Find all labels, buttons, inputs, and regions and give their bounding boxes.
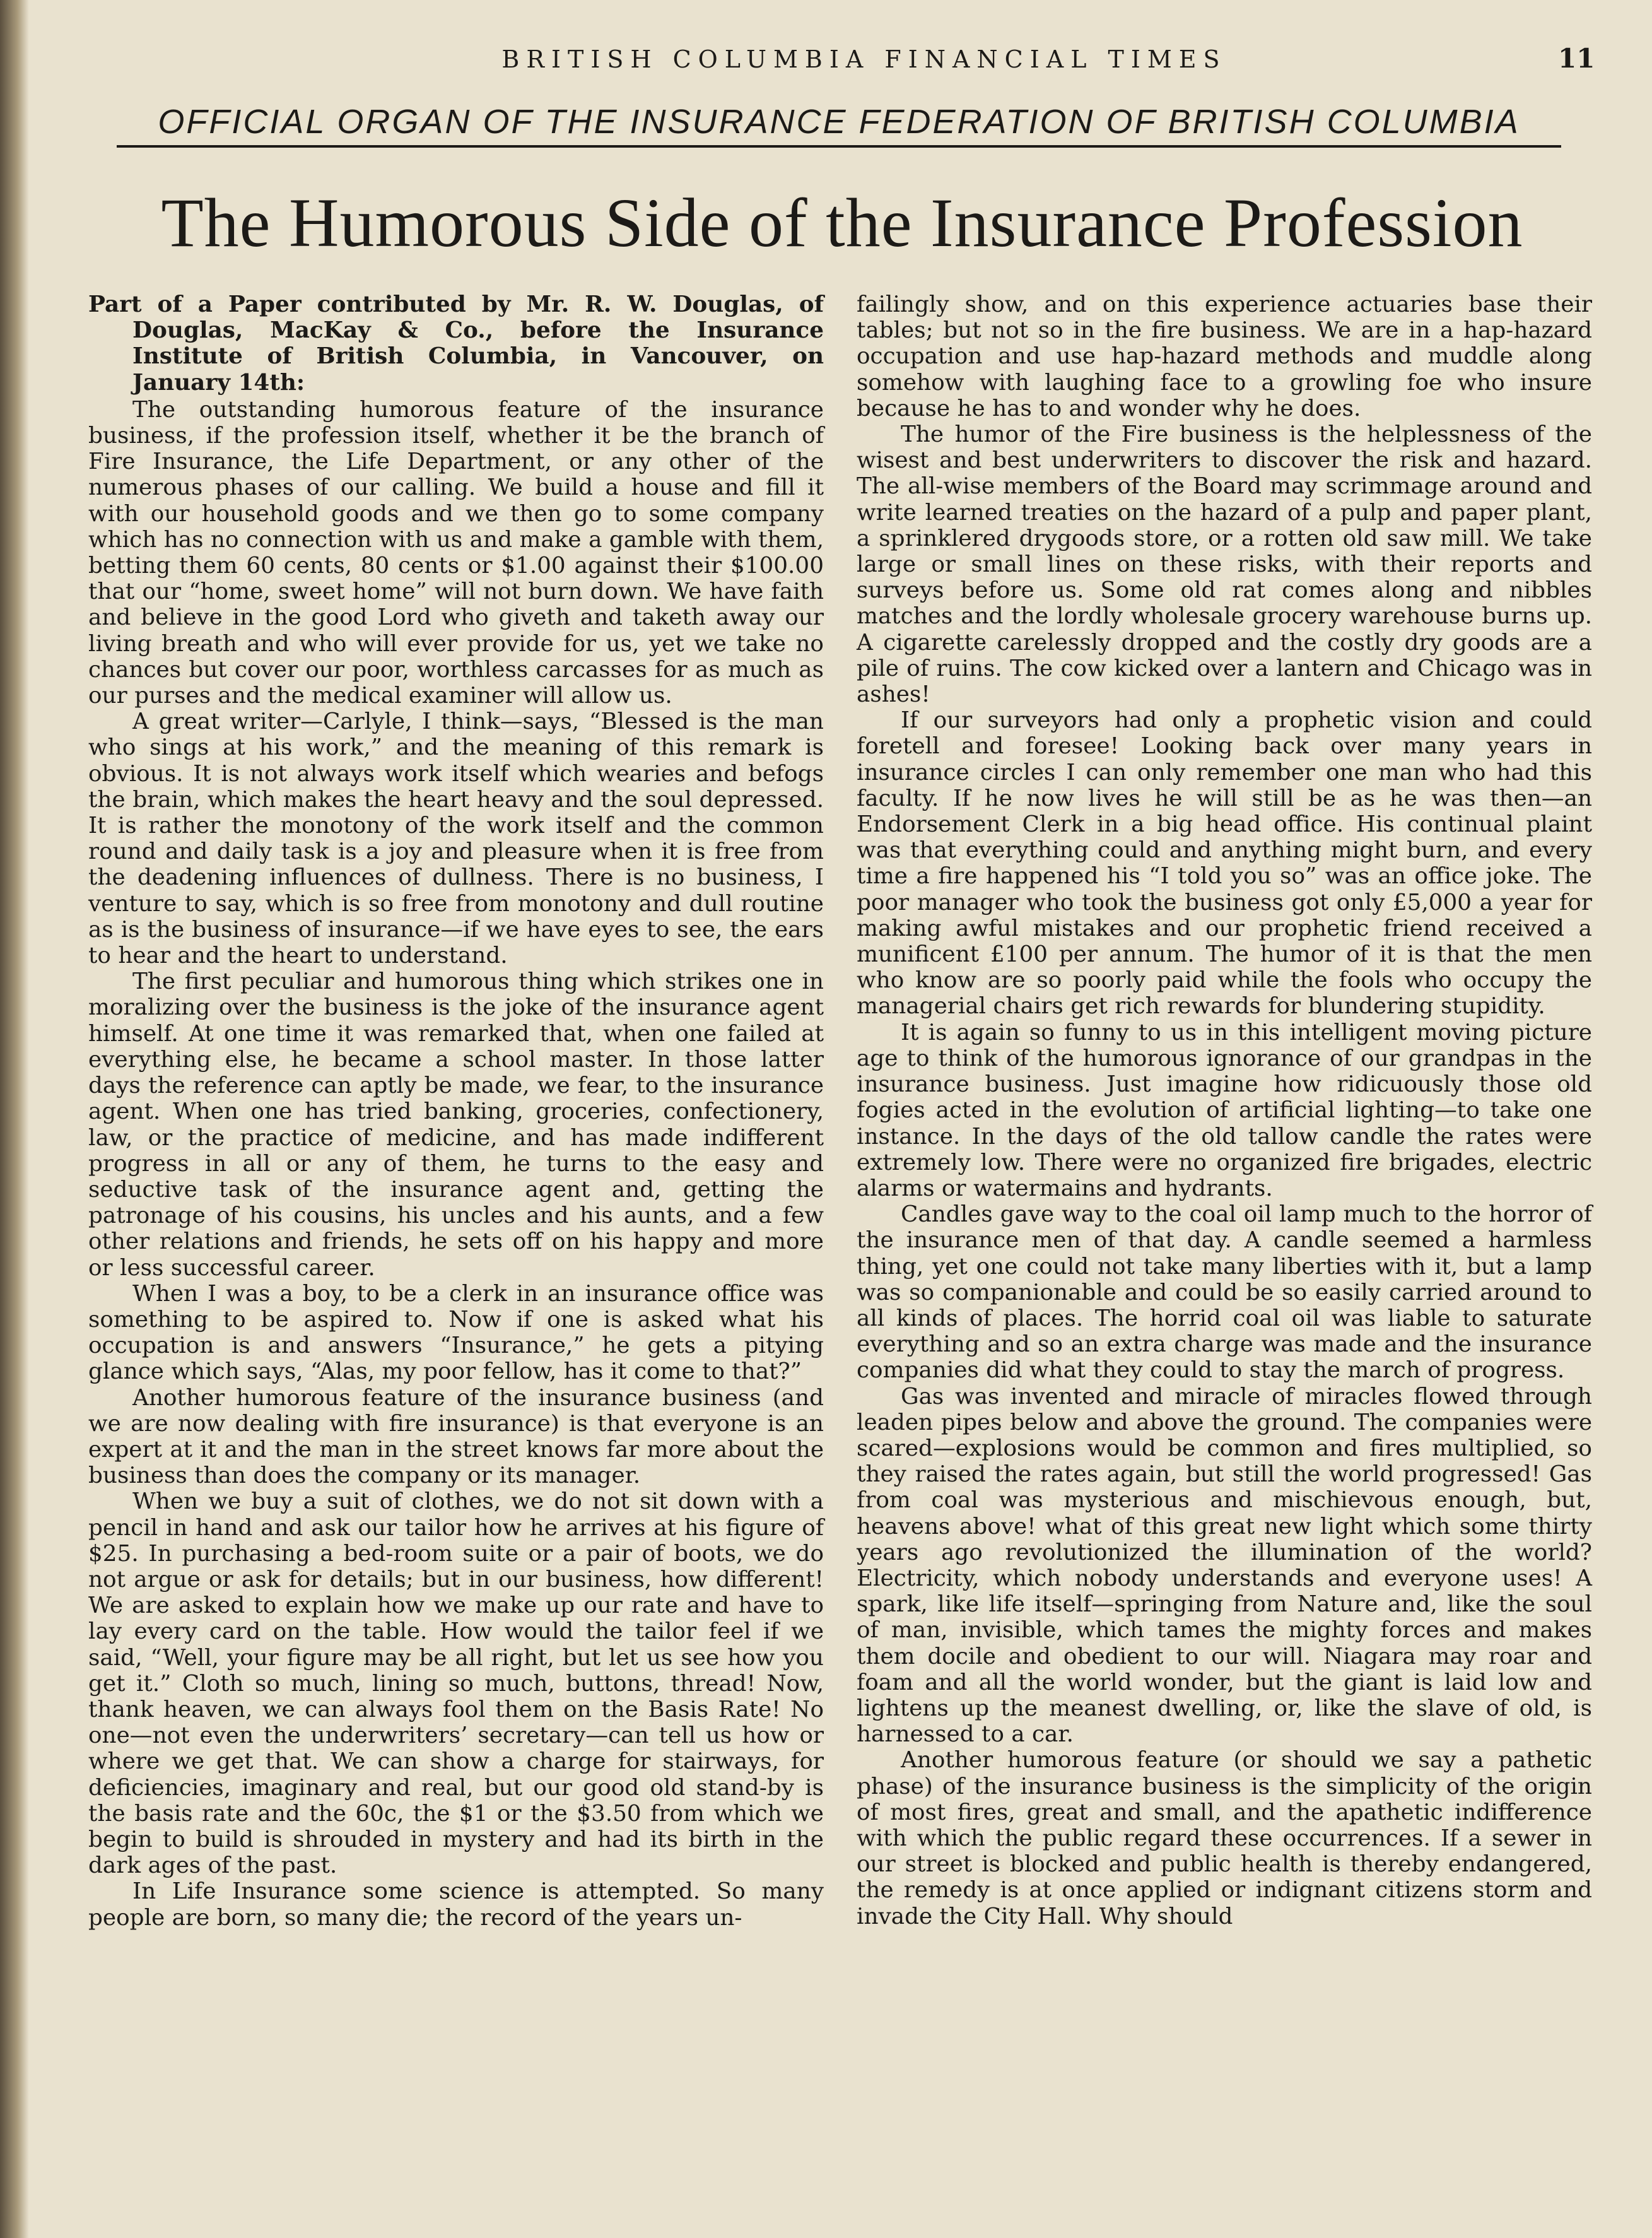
paragraph: When I was a boy, to be a clerk in an insurance office was something to be aspired to. Now if one is asked what his occupation is and answers “Insurance,” he gets a pitying glance which says, “Alas, my poor fellow, has it come to that?” <box>88 1280 824 1385</box>
paragraph: In Life Insurance some science is attempted. So many people are born, so many die; the record of the years un- <box>88 1878 824 1931</box>
paragraph-continued: failingly show, and on this experience actuaries base their tables; but not so in the fire business. We are in a hap-hazard occupation and use hap-hazard methods and muddle along somehow with laughing face to a growling foe who insure because he has to and wonder why he does. <box>857 292 1592 421</box>
paragraph: Another humorous feature of the insurance business (and we are now dealing with fire insurance) is that everyone is an expert at it and the man in the street knows far more about the business than does the company or its manager. <box>88 1384 824 1489</box>
paragraph: The outstanding humorous feature of the insurance business, if the profession itself, whether it be the branch of Fire Insurance, the Life Department, or any other of the numerous phases of our calling. We build a house and fill it with our household goods and we then go to some company which has no connection with us and make a gamble with them, betting them 60 cents, 80 cents or $1.00 against their $100.00 that our “home, sweet home” will not burn down. We have faith and believe in the good Lord who giveth and taketh away our living breath and who will ever provide for us, yet we take no chances but cover our poor, worthless carcasses for as much as our purses and the medical examiner will allow us. <box>88 396 824 709</box>
official-organ-banner: OFFICIAL ORGAN OF THE INSURANCE FEDERATION OF BRITISH COLUMBIA <box>117 102 1561 148</box>
paragraph: If our surveyors had only a prophetic vision and could foretell and foresee! Looking back over many years in insurance circles I can only remember one man who had this faculty. If he now lives he will still be as he was then—an Endorsement Clerk in a big head office. His continual plaint was that everything could and anything might burn, and every time a fire happened his “I told you so” was an office joke. The poor manager who took the business got only £5,000 a year for making awful mistakes and our prophetic friend received a munificent £100 per annum. The humor of it is that the men who know are so poorly paid while the fools who occupy the managerial chairs get rich rewards for blundering stupidity. <box>857 707 1592 1020</box>
article-column-left <box>88 292 824 1931</box>
paragraph: Gas was invented and miracle of miracles flowed through leaden pipes below and above the ground. The companies were scared—explosions would be common and fires multiplied, so they raised the rates again, but still the world progressed! Gas from coal was mysterious and mischievous enough, but, heavens above! what of this great new light which some thirty years ago revolutionized the illumination of the world? Electricity, which nobody understands and everyone uses! A spark, like life itself—springing from Nature and, like the soul of man, invisible, which tames the mighty forces and makes them docile and obedient to our will. Niagara may roar and foam and all the world wonder, but the giant is laid low and lightens up the meanest dwelling, or, like the slave of old, is harnessed to a car. <box>857 1383 1592 1748</box>
article-column-right <box>857 292 1592 1929</box>
paragraph: The first peculiar and humorous thing which strikes one in moralizing over the business is the joke of the insurance agent himself. At one time it was remarked that, when one failed at everything else, he became a school master. In those latter days the reference can aptly be made, we fear, to the insurance agent. When one has tried banking, groceries, confectionery, law, or the practice of medicine, and has made indifferent progress in all or any of them, he turns to the easy and seductive task of the insurance agent and, getting the patronage of his cousins, his uncles and his aunts, and a few other relations and friends, he sets off on his happy and more or less successful career. <box>88 969 824 1281</box>
paragraph: Candles gave way to the coal oil lamp much to the horror of the insurance men of that day. A candle seemed a harmless thing, yet one could not take many liberties with it, but a lamp was so companionable and could be so easily carried around to all kinds of places. The horrid coal oil was liable to saturate everything and so an extra charge was made and the insurance companies did what they could to stay the march of progress. <box>857 1201 1592 1384</box>
paragraph: It is again so funny to us in this intelligent moving picture age to think of the humorous ignorance of our grandpas in the insurance business. Just imagine how ridicuously those old fogies acted in the evolution of artificial lighting—to take one instance. In the days of the old tallow candle the rates were extremely low. There were no organized fire brigades, electric alarms or watermains and hydrants. <box>857 1019 1592 1201</box>
article-title: The Humorous Side of the Insurance Profession <box>161 184 1523 261</box>
paragraph: A great writer—Carlyle, I think—says, “Blessed is the man who sings at his work,” and the meaning of this remark is obvious. It is not always work itself which wearies and befogs the brain, which makes the heart heavy and the soul depressed. It is rather the monotony of the work itself and the common round and daily task is a joy and pleasure when it is free from the deadening influences of dullness. There is no business, I venture to say, which is so free from monotony and dull routine as is the business of insurance—if we have eyes to see, the ears to hear and the heart to understand. <box>88 709 824 969</box>
paragraph: When we buy a suit of clothes, we do not sit down with a pencil in hand and ask our tailor how he arrives at his figure of $25. In purchasing a bed-room suite or a pair of boots, we do not argue or ask for details; but in our business, how different! We are asked to explain how we make up our rate and have to lay every card on the table. How would the tailor feel if we said, “Well, your figure may be all right, but let us see how you get it.” Cloth so much, lining so much, buttons, thread! Now, thank heaven, we can always fool them on the Basis Rate! No one—not even the underwriters’ secretary—can tell us how or where we get that. We can show a charge for stairways, for deficiencies, imaginary and real, but our good old stand-by is the basis rate and the 60c, the $1 or the $3.50 from which we begin to build is shrouded in mystery and had its birth in the dark ages of the past. <box>88 1488 824 1879</box>
paragraph: The humor of the Fire business is the helplessness of the wisest and best underwriters to discover the risk and hazard. The all-wise members of the Board may scrimmage around and write learned treaties on the hazard of a pulp and paper plant, a sprinklered drygoods store, or a rotten old saw mill. We take large or small lines on these risks, with their reports and surveys before us. Some old rat comes along and nibbles matches and the lordly wholesale grocery warehouse burns up. A cigarette carelessly dropped and the costly dry goods are a pile of ruins. The cow kicked over a lantern and Chicago was in ashes! <box>857 421 1592 708</box>
publication-title: BRITISH COLUMBIA FINANCIAL TIMES <box>501 45 1227 73</box>
article-intro: Part of a Paper contributed by Mr. R. W. Douglas, of Douglas, MacKay & Co., before the Insurance Institute of British Columbia, in Vancouver, on January 14th: <box>88 291 824 396</box>
page-number: 11 <box>1558 43 1595 74</box>
binding-shadow <box>0 0 29 2238</box>
paragraph: Another humorous feature (or should we say a pathetic phase) of the insurance business is the simplicity of the origin of most fires, great and small, and the apathetic indifference with which the public regard these occurrences. If a sewer in our street is blocked and public health is thereby endangered, the remedy is at once applied or indignant citizens storm and invade the City Hall. Why should <box>857 1747 1592 1929</box>
